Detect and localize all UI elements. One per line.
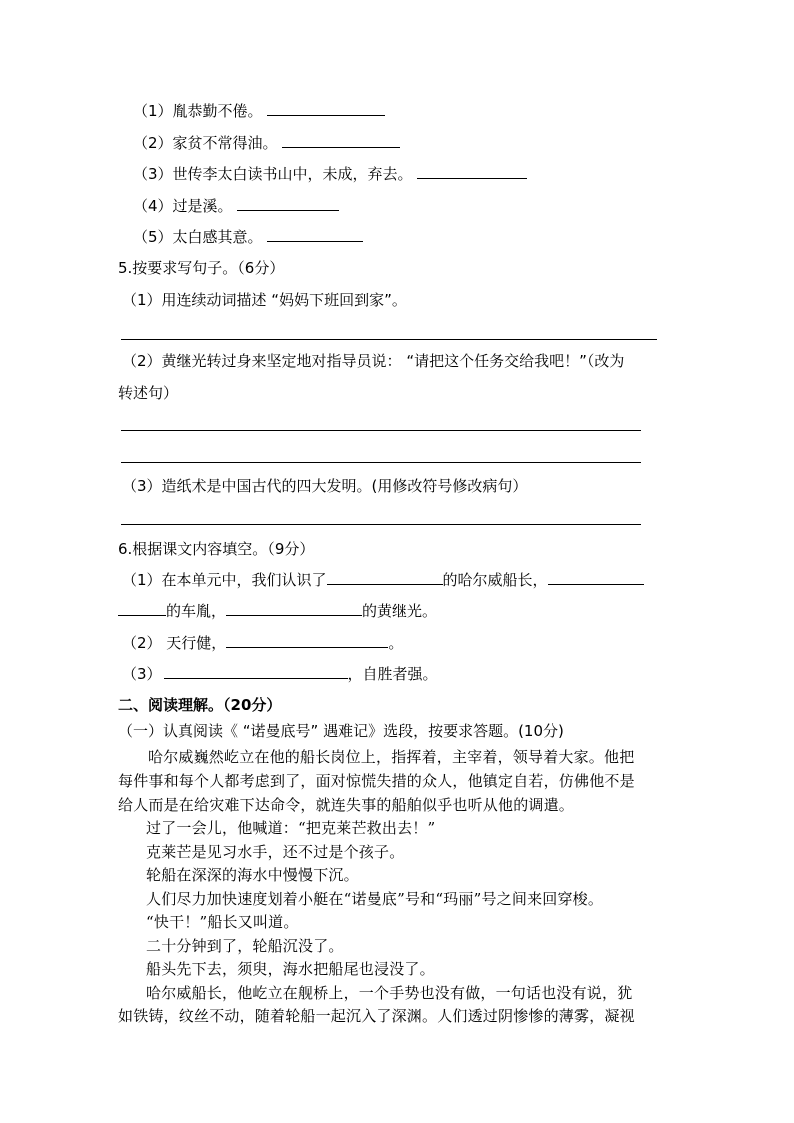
answer-blank[interactable] — [237, 196, 339, 211]
passage-line: 人们尽力加快速度划着小艇在“诺曼底”号和“玛丽”号之间来回穿梭。 — [146, 890, 604, 908]
passage-line: 每件事和每个人都考虑到了，面对惊慌失措的众人，他镇定自若，仿佛他不是 — [118, 772, 635, 790]
q6-line1 — [122, 570, 644, 590]
q5-title: 5.按要求写句子。（6分） — [118, 259, 285, 277]
answer-blank[interactable] — [226, 601, 362, 616]
passage-line: 哈尔威巍然屹立在他的船长岗位上，指挥着，主宰着，领导着大家。他把 — [148, 748, 635, 766]
q4-item-1-label: （1）胤恭勤不倦。 — [133, 102, 263, 120]
section-2-subtitle: （一）认真阅读《 “诺曼底号” 遇难记》选段，按要求答题。(10分) — [118, 722, 564, 740]
q6-line1-b: 的哈尔威船长， — [442, 571, 548, 589]
passage-line: 给人而是在给灾难下达命令，就连失事的船舶似乎也听从他的调遣。 — [118, 796, 575, 814]
q5-sub2-line2: 转述句） — [118, 384, 179, 402]
answer-blank[interactable] — [267, 227, 363, 242]
answer-line[interactable] — [121, 524, 641, 525]
q6-title: 6.根据课文内容填空。（9分） — [118, 540, 315, 558]
answer-line[interactable] — [121, 430, 641, 431]
passage-line: 轮船在深深的海水中慢慢下沉。 — [146, 866, 359, 884]
q6-line2-a: 的车胤， — [166, 602, 227, 620]
q4-item-5-label: （5）太白感其意。 — [133, 228, 263, 246]
section-2-title: 二、阅读理解。（20分） — [118, 696, 282, 714]
answer-blank[interactable] — [118, 601, 166, 616]
q6-line4-b: ，自胜者强。 — [347, 665, 438, 683]
q5-sub1: （1）用连续动词描述 “妈妈下班回到家”。 — [122, 291, 407, 309]
q4-item-3-label: （3）世传李太白读书山中，未成，弃去。 — [133, 165, 413, 183]
passage-line: 过了一会儿，他喊道：“把克莱芒救出去！” — [146, 819, 436, 837]
answer-line[interactable] — [121, 339, 657, 340]
q4-item-4 — [133, 196, 339, 216]
q4-item-1 — [133, 101, 385, 121]
passage-line: “快干！”船长又叫道。 — [146, 913, 299, 931]
q6-line4 — [122, 664, 438, 684]
passage-line: 二十分钟到了，轮船沉没了。 — [146, 937, 344, 955]
answer-blank[interactable] — [548, 570, 644, 585]
passage-line: 船头先下去，须臾，海水把船尾也浸没了。 — [146, 960, 435, 978]
q6-line3-b: 。 — [388, 634, 404, 652]
answer-blank[interactable] — [327, 570, 443, 585]
passage-line: 如铁铸，纹丝不动，随着轮船一起沉入了深渊。人们透过阴惨惨的薄雾，凝视 — [118, 1007, 635, 1025]
q6-line4-a: （3） — [122, 665, 162, 683]
q6-line3 — [122, 633, 403, 653]
passage-line: 克莱芒是见习水手，还不过是个孩子。 — [146, 843, 405, 861]
q4-item-2 — [133, 133, 400, 153]
answer-blank[interactable] — [226, 633, 388, 648]
q4-item-4-label: （4）过是溪。 — [133, 197, 233, 215]
q5-sub3: （3）造纸术是中国古代的四大发明。(用修改符号修改病句） — [122, 477, 528, 495]
q6-line3-a: （2） 天行健， — [122, 634, 227, 652]
q6-line2 — [118, 601, 437, 621]
q4-item-5 — [133, 227, 363, 247]
answer-blank[interactable] — [267, 101, 385, 116]
q4-item-2-label: （2）家贫不常得油。 — [133, 134, 278, 152]
passage-line: 哈尔威船长，他屹立在舰桥上，一个手势也没有做，一句话也没有说，犹 — [146, 984, 633, 1002]
q5-sub2-line1: （2）黄继光转过身来坚定地对指导员说： “请把这个任务交给我吧！”（改为 — [122, 352, 625, 370]
answer-blank[interactable] — [164, 664, 348, 679]
answer-blank[interactable] — [282, 133, 400, 148]
q4-item-3 — [133, 164, 527, 184]
answer-blank[interactable] — [417, 164, 527, 179]
answer-line[interactable] — [121, 462, 641, 463]
q6-line2-b: 的黄继光。 — [362, 602, 438, 620]
q6-line1-a: （1）在本单元中，我们认识了 — [122, 571, 327, 589]
